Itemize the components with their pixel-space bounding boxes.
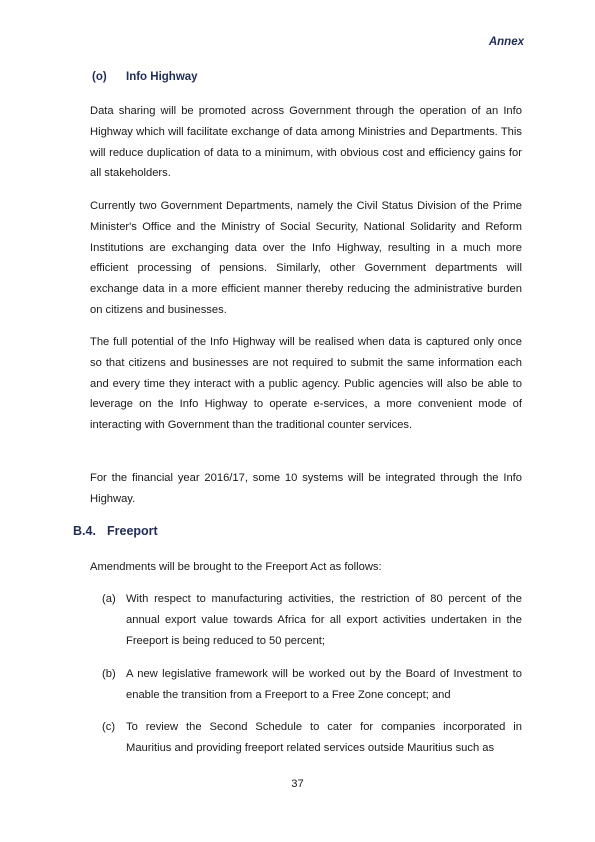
paragraph: Currently two Government Departments, namely the Civil Status Division of the Prime Minister's Office and the Ministry of Social Security, National Solidarity and Reform Institutions are exchanging data over the Info Highway, resulting in a much more efficient processing of pensions. Similarly, other Government departments will exchange data in a more efficient manner thereby reducing the administrative burden on citizens and businesses. xyxy=(90,200,522,316)
section-number: B.4. xyxy=(73,524,96,538)
list-item-text: To review the Second Schedule to cater for companies incorporated in Mauritius and providing freeport related services outside Mauritius such as xyxy=(126,721,522,754)
list-marker: (c) xyxy=(102,721,116,733)
running-header: Annex xyxy=(488,36,524,48)
section-heading xyxy=(73,524,158,538)
subsection-title: Info Highway xyxy=(126,71,198,83)
paragraph: For the financial year 2016/17, some 10 systems will be integrated through the Info Highway. xyxy=(90,472,522,505)
subsection-heading xyxy=(92,71,198,83)
list-marker: (b) xyxy=(102,668,116,680)
list-item xyxy=(90,717,522,759)
list-item-text: With respect to manufacturing activities, the restriction of 80 percent of the annual export value towards Africa for all export activities undertaken in the Freeport is being reduced to 50 percent; xyxy=(126,593,522,647)
list-marker: (a) xyxy=(102,593,116,605)
list-item-text: A new legislative framework will be worked out by the Board of Investment to enable the transition from a Freeport to a Free Zone concept; and xyxy=(126,668,522,701)
list-item xyxy=(90,589,522,651)
list-item xyxy=(90,664,522,706)
paragraph: Data sharing will be promoted across Government through the operation of an Info Highway which will facilitate exchange of data among Ministries and Departments. This will reduce duplication of data to a minimum, with obvious cost and efficiency gains for all stakeholders. xyxy=(90,105,522,180)
page-number: 37 xyxy=(291,778,304,790)
section-intro: Amendments will be brought to the Freeport Act as follows: xyxy=(90,561,382,573)
paragraph: The full potential of the Info Highway will be realised when data is captured only once so that citizens and businesses are not required to submit the same information each and every time they interact with a public agency. Public agencies will also be able to leverage on the Info Highway to operate e-services, a more convenient mode of interacting with Government than the traditional counter services. xyxy=(90,336,522,432)
section-title: Freeport xyxy=(107,524,158,538)
subsection-number: (o) xyxy=(92,71,107,83)
